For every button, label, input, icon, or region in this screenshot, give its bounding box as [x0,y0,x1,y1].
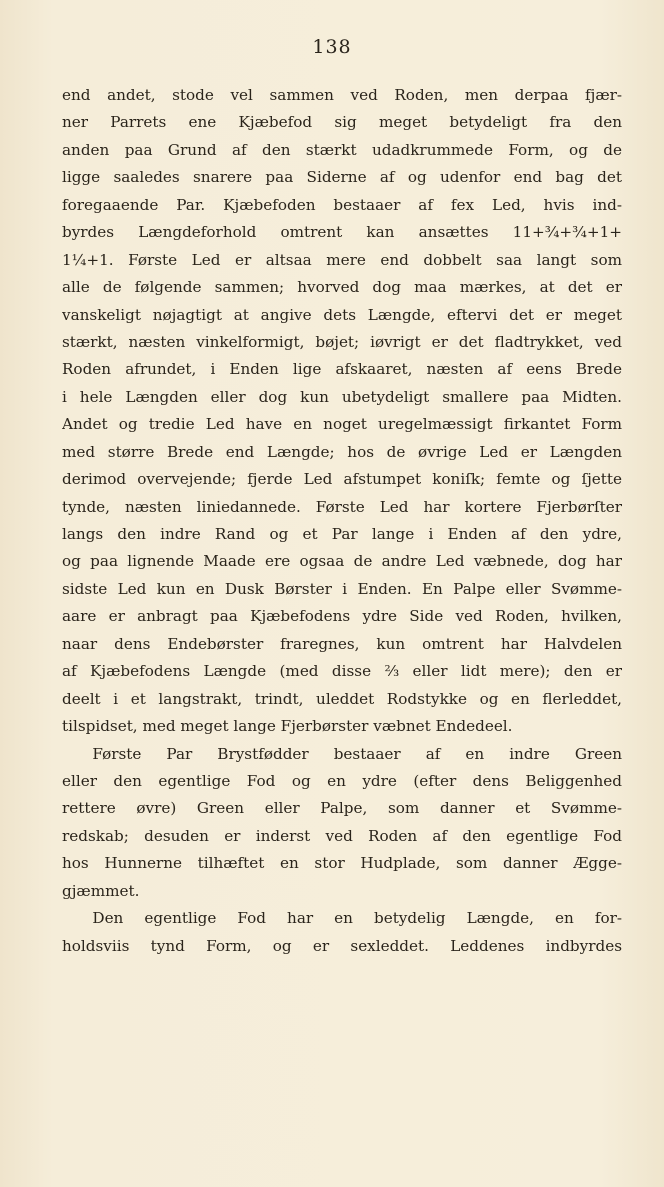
text-line: redskab; desuden er inderst ved Roden af den egentlige Fod [62,826,622,845]
text-line: gjæmmet. [62,881,140,900]
text-line: tynde, næsten liniedannede. Første Led har kortere Fjerbørſter [62,497,622,516]
text-line: eller den egentlige Fod og en ydre (efter dens Beliggenhed [62,771,622,790]
body-text [62,82,622,960]
text-line: tilspidset, med meget lange Fjerbørster væbnet Endedeel. [62,717,513,736]
text-line: i hele Længden eller dog kun ubetydeligt smallere paa Midten. [62,387,622,406]
text-line: naar dens Endebørster fraregnes, kun omtrent har Halvdelen [62,634,622,653]
text-line: og paa lignende Maade ere ogsaa de andre Led væbnede, dog har [62,552,622,571]
text-line: sidste Led kun en Dusk Børster i Enden. En Palpe eller Svømme- [62,579,622,598]
text-line: aare er anbragt paa Kjæbefodens ydre Side ved Roden, hvilken, [62,607,622,626]
text-line: deelt i et langstrakt, trindt, uleddet Rodstykke og en flerleddet, [62,689,622,708]
text-line: foregaaende Par. Kjæbefoden bestaaer af fex Led, hvis ind- [62,195,622,214]
text-line: langs den indre Rand og et Par lange i Enden af den ydre, [62,525,622,543]
text-line: med større Brede end Længde; hos de øvrige Led er Længden [62,442,622,461]
text-line: af Kjæbefodens Længde (med disse ⅔ eller lidt mere); den er [62,662,622,681]
text-line: ligge saaledes snarere paa Siderne af og udenfor end bag det [62,168,622,187]
text-line: end andet, stode vel sammen ved Roden, men derpaa fjær- [62,86,622,104]
text-line: alle de følgende sammen; hvorved dog maa mærkes, at det er [62,278,622,297]
text-line: rettere øvre) Green eller Palpe, som danner et Svømme- [62,799,622,818]
text-line: Roden afrundet, i Enden lige afskaaret, næsten af eens Brede [62,360,622,379]
text-line: stærkt, næsten vinkelformigt, bøjet; iøvrigt er det fladtrykket, ved [62,332,622,351]
text-line: anden paa Grund af den stærkt udadkrummede Form, og de [62,140,622,159]
text-line: holdsviis tynd Form, og er sexleddet. Leddenes indbyrdes [62,936,622,955]
text-line: Den egentlige Fod har en betydelig Længde, en for- [92,909,622,928]
text-line: ner Parrets ene Kjæbefod sig meget betydeligt fra den [62,113,622,132]
text-line: 1¼+1. Første Led er altsaa mere end dobbelt saa langt som [62,250,622,269]
text-line: Første Par Brystfødder bestaaer af en indre Green [92,744,622,763]
text-line: byrdes Længdeforhold omtrent kan ansættes 11+¾+¾+1+ [62,223,622,242]
text-line: hos Hunnerne tilhæftet en stor Hudplade, som danner Ægge- [62,854,622,873]
text-line: Andet og tredie Led have en noget uregelmæssigt firkantet Form [62,415,622,434]
text-line: vanskeligt nøjagtigt at angive dets Længde, eftervi det er meget [62,305,622,324]
text-line: derimod overvejende; fjerde Led afstumpet koniſk; femte og ſjette [62,470,622,489]
page-number: 138 [312,36,352,58]
